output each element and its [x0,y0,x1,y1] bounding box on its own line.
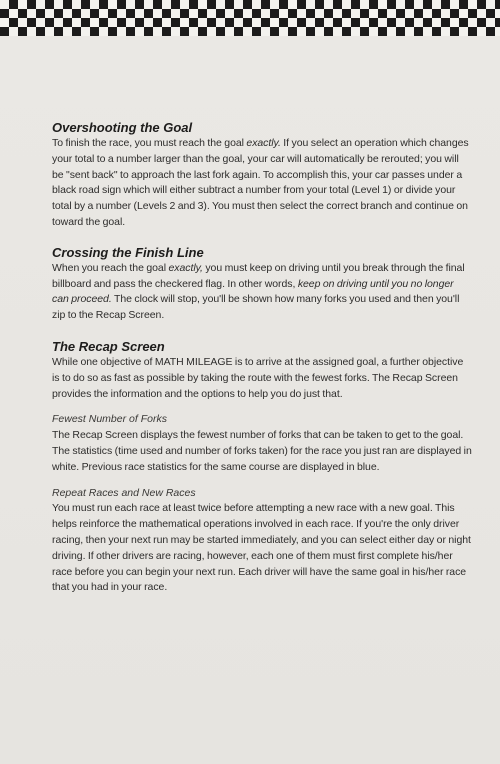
section-overshooting-goal [52,120,472,231]
checkered-flag-border [0,0,500,36]
section-paragraph: The Recap Screen displays the fewest number of forks that can be taken to get to the goal. The statistics (time used and number of forks taken) for the race you just ran are displayed in white. Previous race statistics for the same course are displayed in blue. [52,429,472,473]
section-paragraph: When you reach the goal exactly, you must keep on driving until you break through the final billboard and pass the checkered flag. In other words, keep on driving until you no longer can proceed. The clock will stop, you'll be shown how many forks you used and then you'll zip to the Recap Screen. [52,261,465,322]
section-recap-screen [52,339,472,596]
section-paragraph: You must run each race at least twice before attempting a new race with a new goal. This helps reinforce the mathematical operations involved in each race. If you're the only driver racing, then your next run may be started immediately, and you can select either day or night driving. If other drivers are racing, however, each one of them must first complete his/her race before you can begin your next run. Each driver will have the same goal in his/her race that you had in your race. [52,502,471,594]
section-paragraph: While one objective of MATH MILEAGE is to arrive at the assigned goal, a further objective is to do so as fast as possible by taking the route with the fewest forks. The Recap Screen provides the information and the options to help you do just that. [52,355,464,400]
section-crossing-finish-line [52,245,472,324]
subsection-heading: Fewest Number of Forks [52,413,167,426]
subsection-fewest-forks [52,412,472,475]
subsection-repeat-races [52,486,472,597]
section-heading: Overshooting the Goal [52,120,193,135]
subsection-heading: Repeat Races and New Races [52,486,196,499]
page-content [52,120,472,596]
section-heading: The Recap Screen [52,338,165,354]
section-paragraph: To finish the race, you must reach the goal exactly. If you select an operation which changes your total to a number larger than the goal, your car will automatically be rerouted; you will be "sent back" to approach the last fork again. To accomplish this, your car passes under a black road sign which will either subtract a number from your total (Level 1) or divide your total by a number (Levels 2 and 3). You must then select the correct branch and continue on toward the goal. [52,137,469,228]
section-heading: Crossing the Finish Line [52,244,204,260]
